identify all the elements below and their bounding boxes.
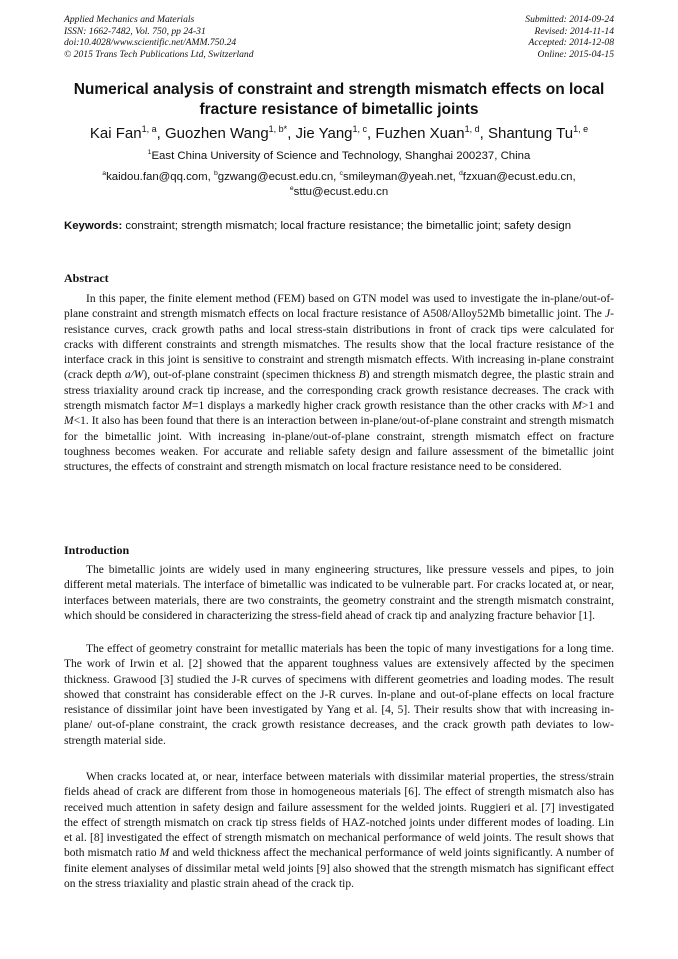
email-link[interactable]: fzxuan@ecust.edu.cn — [462, 171, 573, 183]
email-sup: b — [213, 170, 218, 178]
author-name: Fuzhen Xuan — [375, 125, 465, 142]
intro-paragraph-2: The effect of geometry constraint for metallic materials has been the topic of many investigations for a long time. The work of Irwin et al. [2] showed that the apparent toughness values are extensively affected by the specimen thickness. Grawood [3] studied the J-R curves of specimens with different geometries and loading modes. The result showed that constraint has considerable effect on the J-R curves. In-plane and out-of-plane effects on local fracture resistance of dissimilar joint have been investigated by Yang et al. [4, 5]. Their results show that with increasing in-plane/ out-of-plane constraint, the crack growth resistance decreases, and the crack growth path deviates to low-strength material side. — [64, 643, 614, 747]
journal-name: Applied Mechanics and Materials — [64, 14, 195, 25]
author-name: Kai Fan — [89, 125, 142, 142]
abstract-paragraph: In this paper, the finite element method (FEM) based on GTN model was used to investigate the in-plane/out-of-plane constraint and strength mismatch effects on local fracture resistance of A508/Alloy52Mb bimetallic joint. The J-resistance curves, crack growth paths and local stress-stain distributions in front of crack tips were calculated for cracks with different constraints and strength mismatches. The results show that the local fracture resistance of the interface crack in this joint is sensitive to constraint and strength mismatch effects. With increasing in-plane constraint (crack depth a/W), out-of-plane constraint (specimen thickness B) and strength mismatch degree, the plastic strain and stress triaxiality around crack tip increase, and the corresponding crack growth resistance decreases. The crack with strength mismatch factor M=1 displays a markedly higher crack growth resistance than the other cracks with M>1 and M<1. It also has been found that there is an interaction between in-plane/out-of-plane constraint and strength mismatch for the bimetallic joint. With increasing in-plane/out-of-plane constraint, strength mismatch effect on fracture toughness becomes weaken. For accurate and reliable safety design and failure assessment of the bimetallic joint structures, the effects of constraint and strength mismatch on local fracture resistance need to be considered. — [64, 293, 614, 474]
submitted-date: Submitted: 2014-09-24 — [525, 14, 614, 25]
author-sup: 1, a — [141, 124, 157, 134]
author-sup: 1, b* — [268, 124, 288, 134]
email-link[interactable]: sttu@ecust.edu.cn — [293, 186, 389, 198]
publication-dates — [525, 14, 614, 60]
email-sup: a — [102, 170, 107, 178]
email-link[interactable]: gzwang@ecust.edu.cn — [217, 171, 334, 183]
author-name: Shantung Tu — [487, 125, 574, 142]
email-sup: c — [339, 170, 343, 178]
doi-line: doi:10.4028/www.scientific.net/AMM.750.24 — [64, 37, 237, 49]
author-name: Guozhen Wang — [164, 125, 269, 142]
email-sup: d — [458, 170, 463, 178]
author-list: Kai Fan$^{1, a}$, Guozhen Wang$^{1, b*}$, Jie Yang$^{1, c}$, Fuzhen Xuan$^{1, d}$, Shantung Tu$^{1, e}$ — [89, 124, 589, 142]
revised-date: Revised: 2014-11-14 — [534, 25, 614, 37]
intro-paragraph-3: When cracks located at, or near, interface between materials with dissimilar material properties, the stress/strain fields ahead of crack are different from those in homogeneous materials [6]. The effect of strength mismatch also has received much attention in safety design and failure assessment for the welded joints. Ruggieri et al. [7] investigated the effect of strength mismatch on crack tip stress fields of HAZ-notched joints under different modes of loading. Lin et al. [8] investigated the effect of strength mismatch on mechanical performance of weld joints. The result shows that both mismatch ratio M and weld thickness affect the mechanical performance of weld joints significantly. A number of finite element analyses of dissimilar metal weld joints [9] also showed that the strength mismatch has significant effect on the stress triaxiality and plastic strain ahead of the crack tip. — [64, 771, 614, 891]
keywords-label: Keywords: — [64, 220, 123, 232]
email-sup: e — [289, 185, 294, 193]
issn-line: ISSN: 1662-7482, Vol. 750, pp 24-31 — [64, 25, 206, 37]
author-sup: 1, c — [352, 124, 368, 134]
author-sup: 1, d — [464, 124, 480, 134]
affiliation-text: East China University of Science and Technology, Shanghai 200237, China — [151, 150, 531, 162]
introduction-heading: Introduction — [64, 543, 130, 557]
affiliation — [40, 149, 638, 164]
email-link[interactable]: kaidou.fan@qq.com — [106, 171, 208, 183]
online-date: Online: 2015-04-15 — [537, 48, 614, 60]
journal-info — [64, 14, 254, 60]
keywords — [64, 219, 614, 234]
email-list: $^a$kaidou.fan@qq.com, $^b$gzwang@ecust.edu.cn, $^c$smileyman@yeah.net, $^d$fzxuan@ecust.edu.cn, $^e$sttu@ecust.edu.cn — [102, 170, 576, 198]
keywords-text: constraint; strength mismatch; local fracture resistance; the bimetallic joint; safety design — [125, 220, 572, 232]
author-name: Jie Yang — [295, 125, 353, 142]
intro-paragraph-1: The bimetallic joints are widely used in many engineering structures, like pressure vessels and pipes, to join different metal materials. The interface of bimetallic was indicated to be vulnerable part. For cracks located at, or near, interfaces between materials, there are two constraints, the geometry constraint and the strength mismatch constraint, which should be considered in characterizing the stress-field ahead of crack tip and analyzing fracture behavior [1]. — [64, 564, 614, 622]
email-link[interactable]: smileyman@yeah.net — [342, 171, 453, 183]
accepted-date: Accepted: 2014-12-08 — [528, 37, 614, 49]
abstract-heading: Abstract — [64, 271, 109, 285]
paper-title: Numerical analysis of constraint and strength mismatch effects on local fracture resistance of bimetallic joints — [73, 81, 605, 118]
copyright-line: © 2015 Trans Tech Publications Ltd, Switzerland — [64, 48, 254, 60]
author-sup: 1, e — [573, 124, 589, 134]
affiliation-sup: 1 — [147, 149, 152, 157]
